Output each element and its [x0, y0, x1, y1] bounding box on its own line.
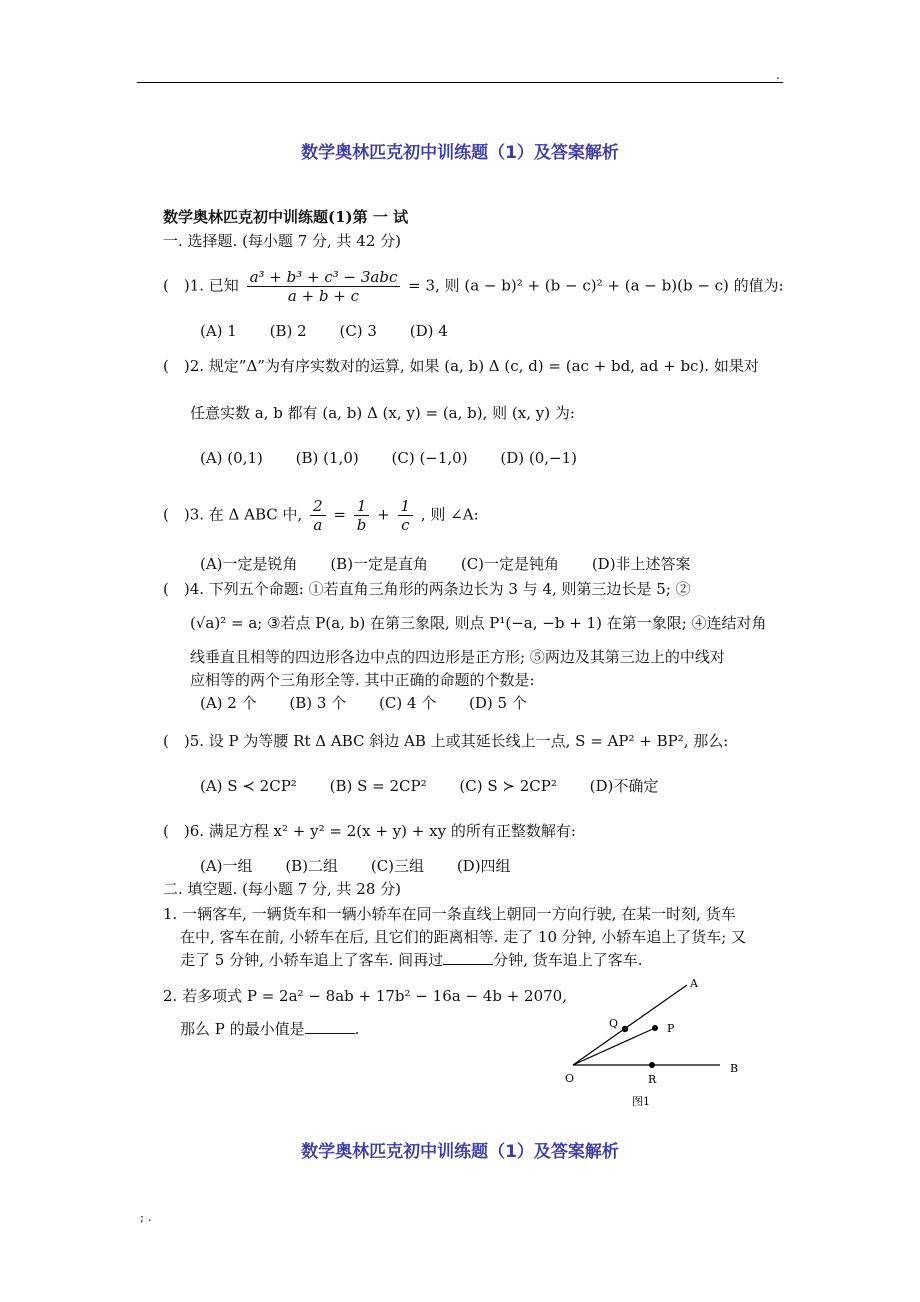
q3-f2-num: 1	[354, 497, 370, 516]
q3-option-c: (C)一定是钝角	[460, 555, 560, 573]
f2-answer-blank	[305, 1019, 355, 1034]
q3-option-a: (A)一定是锐角	[200, 555, 298, 573]
section-heading-choice: 一. 选择题. (每小题 7 分, 共 42 分)	[163, 232, 402, 250]
f1-line-1: 1. 一辆客车, 一辆货车和一辆小轿车在同一条直线上朝同一方向行驶, 在某一时刻, 货车	[163, 905, 736, 923]
q2-line-2: 任意实数 a, b 都有 (a, b) Δ (x, y) = (a, b), 则 (x, y) 为:	[190, 404, 575, 422]
q4-option-a: (A) 2 个	[200, 694, 257, 712]
figure-1	[555, 975, 755, 1110]
q3-plus: +	[377, 505, 390, 524]
q3-suffix: , 则 ∠A:	[420, 505, 479, 524]
q4-line-2: (√a)² = a; ③若点 P(a, b) 在第三象限, 则点 P¹(−a, −b + 1) 在第一象限; ④连结对角	[190, 614, 767, 632]
f2-line-2	[180, 1018, 359, 1039]
q3-fraction-1	[310, 497, 326, 534]
q5-option-c: (C) S ≻ 2CP²	[459, 777, 557, 795]
point-p	[652, 1025, 658, 1031]
q5-option-b: (B) S = 2CP²	[329, 777, 427, 795]
q2-option-c: (C) (−1,0)	[391, 449, 468, 467]
q2-option-a: (A) (0,1)	[200, 449, 263, 467]
q4-line-1: ( )4. 下列五个命题: ①若直角三角形的两条边长为 3 与 4, 则第三边长是 5; ②	[163, 580, 691, 598]
q1-options	[200, 322, 476, 340]
footer-mark: ; .	[140, 1210, 152, 1224]
label-q: Q	[609, 1017, 619, 1030]
q4-options	[200, 692, 555, 713]
q1-prefix: ( )1. 已知	[163, 276, 239, 295]
f2-line-2-end: .	[354, 1020, 360, 1038]
q5-option-d: (D)不确定	[589, 777, 659, 795]
q1-option-a: (A) 1	[200, 322, 237, 340]
q1-option-c: (C) 3	[339, 322, 377, 340]
label-p: P	[667, 1022, 675, 1035]
q3-fraction-2	[354, 497, 370, 534]
q4-option-c: (C) 4 个	[379, 694, 437, 712]
q3-prefix: ( )3. 在 Δ ABC 中,	[163, 505, 303, 524]
bottom-title: 数学奥林匹克初中训练题（1）及答案解析	[301, 1142, 619, 1162]
q1-option-d: (D) 4	[409, 322, 448, 340]
q5-options	[200, 775, 686, 796]
q1-suffix: = 3, 则 (a − b)² + (b − c)² + (a − b)(b − c) 的值为:	[408, 276, 784, 295]
question-1	[163, 268, 784, 305]
q3-fraction-3	[398, 497, 414, 534]
label-b: B	[730, 1062, 739, 1075]
q6-line-1: ( )6. 满足方程 x² + y² = 2(x + y) + xy 的所有正整数解有:	[163, 822, 576, 840]
q3-equals: =	[333, 505, 346, 524]
question-3	[163, 497, 479, 534]
q3-f3-num: 1	[398, 497, 414, 516]
q3-option-b: (B)一定是直角	[330, 555, 429, 573]
q6-options	[200, 855, 539, 876]
q4-line-4: 应相等的两个三角形全等. 其中正确的命题的个数是:	[190, 671, 535, 689]
f2-line-1: 2. 若多项式 P = 2a² − 8ab + 17b² − 16a − 4b + 2070,	[163, 987, 567, 1005]
f1-answer-blank	[443, 950, 493, 965]
q1-option-b: (B) 2	[269, 322, 307, 340]
q3-f1-num: 2	[310, 497, 326, 516]
point-q	[622, 1026, 628, 1032]
q1-fraction	[247, 268, 401, 305]
q3-f2-den: b	[356, 516, 367, 534]
q4-option-b: (B) 3 个	[289, 694, 347, 712]
q4-line-3: 线垂直且相等的四边形各边中点的四边形是正方形; ⑤两边及其第三边上的中线对	[190, 648, 725, 666]
f1-line-3	[180, 949, 642, 970]
ray-op	[573, 1028, 655, 1065]
q5-line-1: ( )5. 设 P 为等腰 Rt Δ ABC 斜边 AB 上或其延长线上一点, S = AP² + BP², 那么:	[163, 732, 729, 750]
label-a: A	[690, 977, 698, 990]
f1-line-3-end: 分钟, 货车追上了客车.	[493, 951, 643, 969]
figure-caption: 图1	[632, 1095, 650, 1108]
q6-option-c: (C)三组	[370, 857, 425, 875]
q6-option-d: (D)四组	[456, 857, 511, 875]
f1-line-3-start: 走了 5 分钟, 小轿车追上了客车. 间再过	[180, 951, 444, 969]
header-rule	[137, 82, 783, 83]
q3-f1-den: a	[313, 516, 323, 534]
label-o: O	[565, 1072, 575, 1085]
q6-option-a: (A)一组	[200, 857, 253, 875]
q3-f3-den: c	[401, 516, 410, 534]
q3-option-d: (D)非上述答案	[591, 555, 691, 573]
sub-title: 数学奥林匹克初中训练题(1)第 一 试	[163, 208, 409, 226]
q2-options	[200, 449, 605, 467]
q2-line-1: ( )2. 规定”Δ”为有序实数对的运算, 如果 (a, b) Δ (c, d) = (ac + bd, ad + bc). 如果对	[163, 357, 759, 375]
section-heading-fill: 二. 填空题. (每小题 7 分, 共 28 分)	[163, 880, 402, 898]
q6-option-b: (B)二组	[285, 857, 339, 875]
q2-option-b: (B) (1,0)	[295, 449, 359, 467]
q5-option-a: (A) S ≺ 2CP²	[200, 777, 297, 795]
f1-line-2: 在中, 客车在前, 小轿车在后, 且它们的距离相等. 走了 10 分钟, 小轿车追上了货车; 又	[180, 928, 747, 946]
q1-numerator: a³ + b³ + c³ − 3abc	[247, 268, 401, 287]
q2-option-d: (D) (0,−1)	[500, 449, 577, 467]
q3-options	[200, 553, 719, 574]
label-r: R	[648, 1073, 657, 1086]
f2-line-2-start: 那么 P 的最小值是	[180, 1020, 305, 1038]
q4-option-d: (D) 5 个	[469, 694, 527, 712]
header-dot: .	[776, 68, 780, 82]
page-title: 数学奥林匹克初中训练题（1）及答案解析	[301, 143, 619, 163]
point-r	[649, 1062, 655, 1068]
q1-denominator: a + b + c	[287, 287, 360, 305]
